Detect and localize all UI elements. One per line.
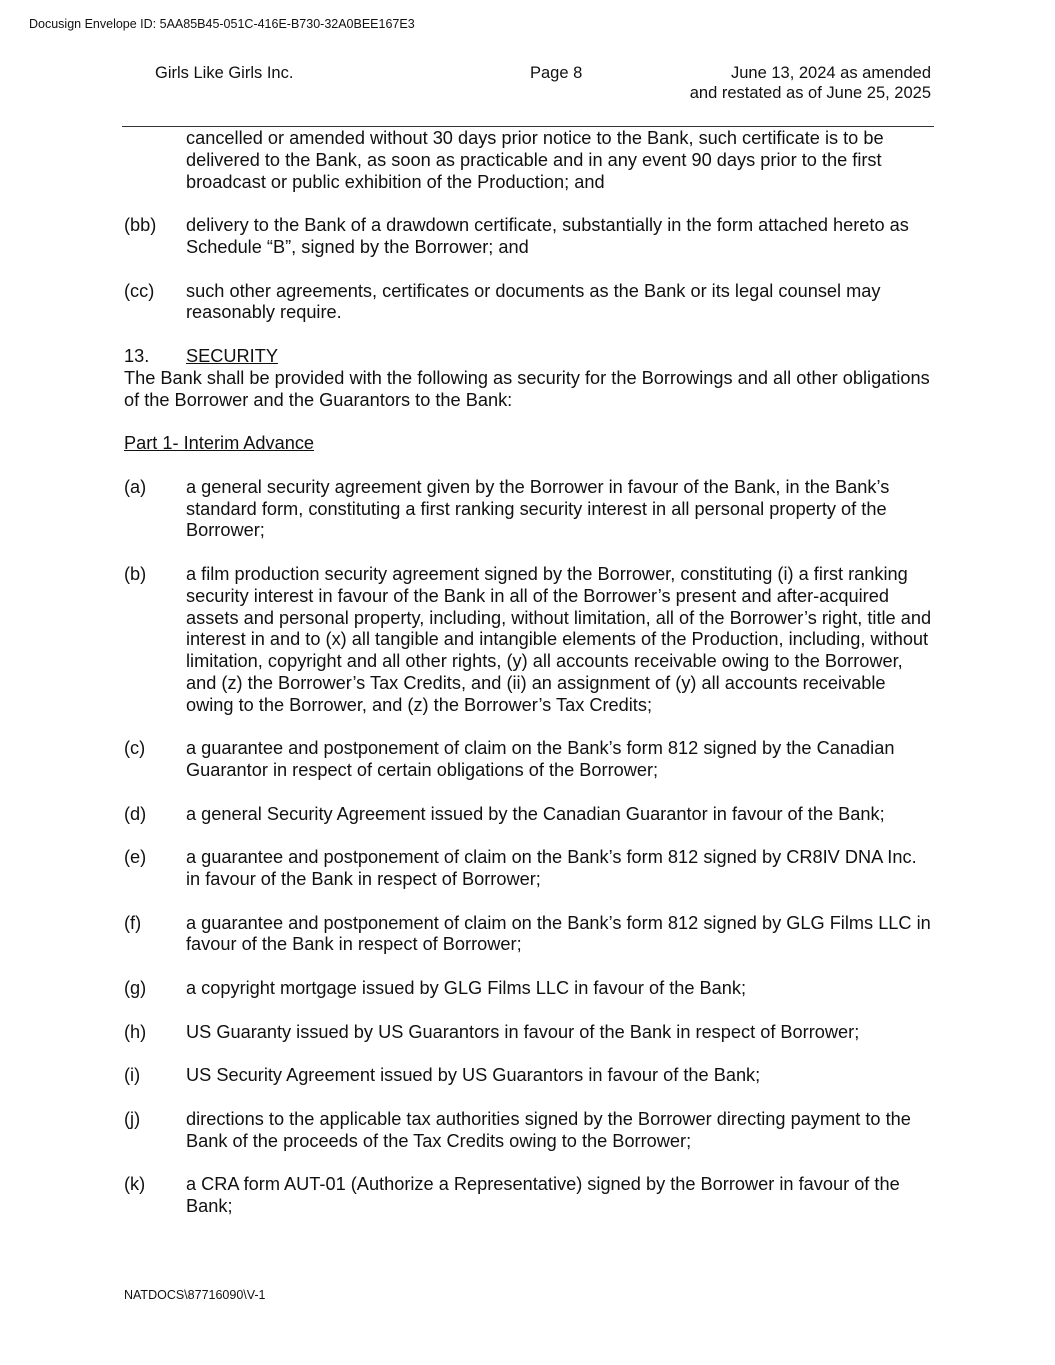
list-item-text: US Security Agreement issued by US Guarantors in favour of the Bank; xyxy=(186,1065,761,1086)
header-date-line1: June 13, 2024 as amended xyxy=(731,64,931,82)
list-item-label: (j) xyxy=(124,1108,141,1129)
part-title: Part 1- Interim Advance xyxy=(124,433,315,454)
document-footer-id: NATDOCS\87716090\V-1 xyxy=(124,1288,266,1302)
list-item-label: (b) xyxy=(124,563,147,584)
security-item-a xyxy=(124,477,934,542)
list-item-text: a CRA form AUT-01 (Authorize a Representative) signed by the Borrower in favour of the Bank; xyxy=(186,1174,900,1217)
list-item-label: (g) xyxy=(124,978,147,999)
list-item-text: a film production security agreement signed by the Borrower, constituting (i) a first ranking security interest in favour of the Bank in all of the Borrower’s present and after-acquired assets and personal property, including, without limitation, all of the Borrower’s right, title and interest in and to (x) all tangible and intangible elements of the Production, including, without limitation, copyright and all other rights, (y) all accounts receivable owing to the Borrower, and (z) the Borrower’s Tax Credits, and (ii) an assignment of (y) all accounts receivable owing to the Borrower, and (z) the Borrower’s Tax Credits; xyxy=(186,563,932,715)
security-item-h xyxy=(124,1022,934,1044)
list-item-text: a guarantee and postponement of claim on the Bank’s form 812 signed by the Canadian Guarantor in respect of certain obligations of the Borrower; xyxy=(186,738,895,781)
security-item-d xyxy=(124,804,934,826)
list-item-label: (f) xyxy=(124,912,142,933)
list-item-text: a guarantee and postponement of claim on the Bank’s form 812 signed by GLG Films LLC in favour of the Bank in respect of Borrower; xyxy=(186,912,931,955)
list-item-text: a copyright mortgage issued by GLG Films LLC in favour of the Bank; xyxy=(186,978,747,999)
list-item-text: delivery to the Bank of a drawdown certificate, substantially in the form attached hereto as Schedule “B”, signed by the Borrower; and xyxy=(186,215,909,257)
list-item-label: (d) xyxy=(124,803,147,824)
document-body xyxy=(124,128,934,1240)
list-item-text: US Guaranty issued by US Guarantors in favour of the Bank in respect of Borrower; xyxy=(186,1021,860,1042)
list-item-label: (i) xyxy=(124,1065,141,1086)
security-item-j xyxy=(124,1109,934,1153)
security-item-k xyxy=(124,1174,934,1218)
security-item-b xyxy=(124,564,934,717)
section-heading xyxy=(124,346,934,368)
header-date xyxy=(690,63,931,103)
section-intro: The Bank shall be provided with the following as security for the Borrowings and all other obligations of the Borrower and the Guarantors to the Bank: xyxy=(124,367,930,410)
list-item-bb xyxy=(124,215,934,259)
section-number: 13. xyxy=(124,345,150,366)
list-item-cc xyxy=(124,281,934,325)
header-rule xyxy=(122,126,934,127)
list-item-text: a guarantee and postponement of claim on the Bank’s form 812 signed by CR8IV DNA Inc. in favour of the Bank in respect of Borrower; xyxy=(186,847,917,890)
security-item-e xyxy=(124,847,934,891)
list-item-text: a general security agreement given by the Borrower in favour of the Bank, in the Bank’s standard form, constituting a first ranking security interest in all personal property of the Borrower; xyxy=(186,476,890,541)
envelope-id: Docusign Envelope ID: 5AA85B45-051C-416E-B730-32A0BEE167E3 xyxy=(29,17,415,31)
continued-paragraph: cancelled or amended without 30 days prior notice to the Bank, such certificate is to be delivered to the Bank, as soon as practicable and in any event 90 days prior to the first broadcast or public exhibition of the Production; and xyxy=(186,128,884,192)
section-title: SECURITY xyxy=(186,345,278,366)
list-item-text: a general Security Agreement issued by the Canadian Guarantor in favour of the Bank; xyxy=(186,803,885,824)
list-item-text: such other agreements, certificates or documents as the Bank or its legal counsel may reasonably require. xyxy=(186,280,881,323)
list-item-label: (bb) xyxy=(124,215,157,236)
list-item-label: (k) xyxy=(124,1174,146,1195)
security-item-f xyxy=(124,913,934,957)
list-item-label: (h) xyxy=(124,1021,147,1042)
header-company: Girls Like Girls Inc. xyxy=(155,64,294,82)
list-item-label: (a) xyxy=(124,476,147,497)
list-item-label: (e) xyxy=(124,847,147,868)
header-page-number: Page 8 xyxy=(530,64,583,82)
list-item-label: (cc) xyxy=(124,280,155,301)
header-date-line2: and restated as of June 25, 2025 xyxy=(689,84,931,102)
list-item-text: directions to the applicable tax authorities signed by the Borrower directing payment to the Bank of the proceeds of the Tax Credits owing to the Borrower; xyxy=(186,1108,911,1151)
security-item-c xyxy=(124,738,934,782)
security-item-i xyxy=(124,1065,934,1087)
list-item-label: (c) xyxy=(124,738,146,759)
security-item-g xyxy=(124,978,934,1000)
